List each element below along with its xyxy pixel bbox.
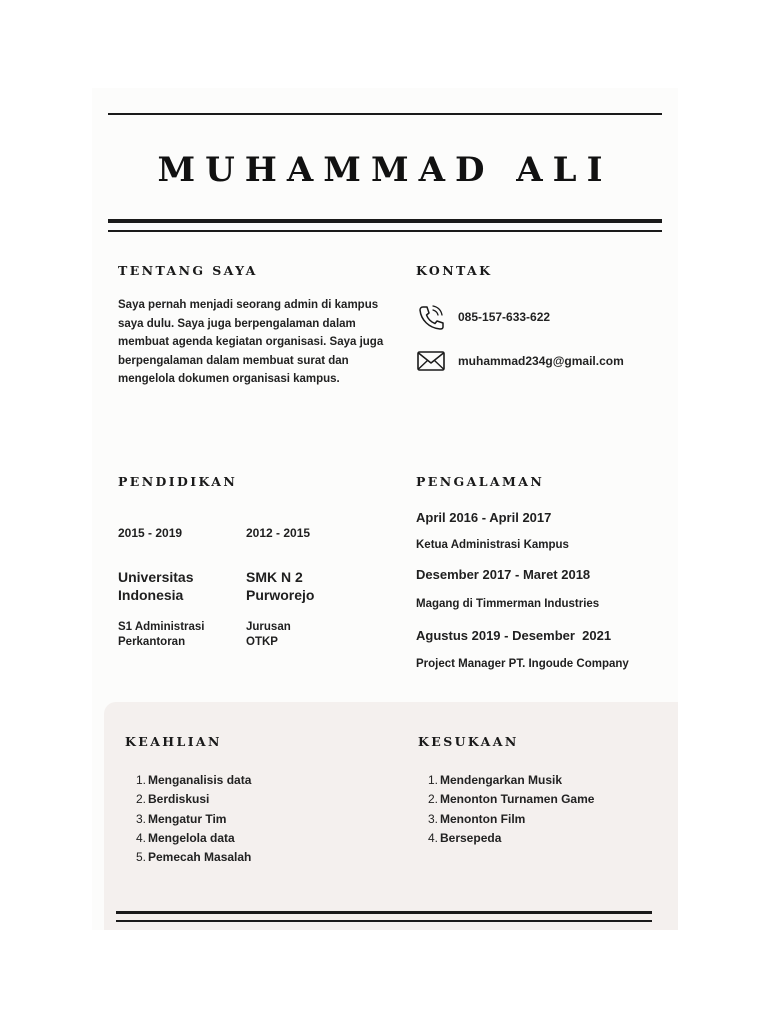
contact-title: KONTAK <box>416 263 493 278</box>
list-item: Berdiskusi <box>148 792 210 807</box>
experience-role: Project Manager PT. Ingoude Company <box>416 658 629 670</box>
footer-thick-divider <box>116 911 652 914</box>
experience-role: Magang di Timmerman Industries <box>416 598 600 610</box>
contact-email <box>416 347 624 375</box>
footer-thin-divider <box>116 920 652 922</box>
education-title: PENDIDIKAN <box>118 474 238 489</box>
list-item: Menonton Turnamen Game <box>440 792 595 807</box>
education-detail: Jurusan OTKP <box>246 621 291 648</box>
hobbies-title: KESUKAAN <box>418 734 519 749</box>
list-item: Bersepeda <box>440 830 502 845</box>
education-years: 2012 - 2015 <box>246 526 311 540</box>
about-text: Saya pernah menjadi seorang admin di kampus saya dulu. Saya juga berpengalaman dalam membuat agenda kegiatan organisasi. Saya juga berpengalaman dalam membuat surat dan mengelola dokumen organisasi kampus. <box>118 299 384 385</box>
email-address: muhammad234g@gmail.com <box>458 354 624 368</box>
header-thin-divider <box>108 230 662 232</box>
skills-title: KEAHLIAN <box>125 734 222 749</box>
about-title: TENTANG SAYA <box>118 263 258 278</box>
education-school: Universitas Indonesia <box>118 569 194 603</box>
skills-list <box>118 771 251 867</box>
top-divider <box>108 113 662 115</box>
education-years: 2015 - 2019 <box>118 526 183 540</box>
resume-page <box>92 88 678 930</box>
phone-number: 085-157-633-622 <box>458 310 551 324</box>
experience-date: April 2016 - April 2017 <box>416 510 552 525</box>
contact-phone <box>416 303 550 331</box>
hobbies-list <box>410 771 594 848</box>
resume-name: MUHAMMAD ALI <box>157 150 613 190</box>
list-item: Mengelola data <box>148 830 235 845</box>
list-item: Pemecah Masalah <box>148 850 252 865</box>
experience-role: Ketua Administrasi Kampus <box>416 539 569 551</box>
list-item: Menonton Film <box>440 811 526 826</box>
experience-date: Desember 2017 - Maret 2018 <box>416 567 591 582</box>
experience-date: Agustus 2019 - Desember 2021 <box>416 628 612 643</box>
mail-icon <box>416 347 446 375</box>
experience-title: PENGALAMAN <box>416 474 545 489</box>
phone-icon <box>416 303 446 331</box>
header-thick-divider <box>108 219 662 223</box>
list-item: Menganalisis data <box>148 773 252 787</box>
education-detail: S1 Administrasi Perkantoran <box>118 621 205 648</box>
list-item: Mengatur Tim <box>148 811 227 826</box>
list-item: Mendengarkan Musik <box>440 773 563 787</box>
education-school: SMK N 2 Purworejo <box>246 569 315 603</box>
